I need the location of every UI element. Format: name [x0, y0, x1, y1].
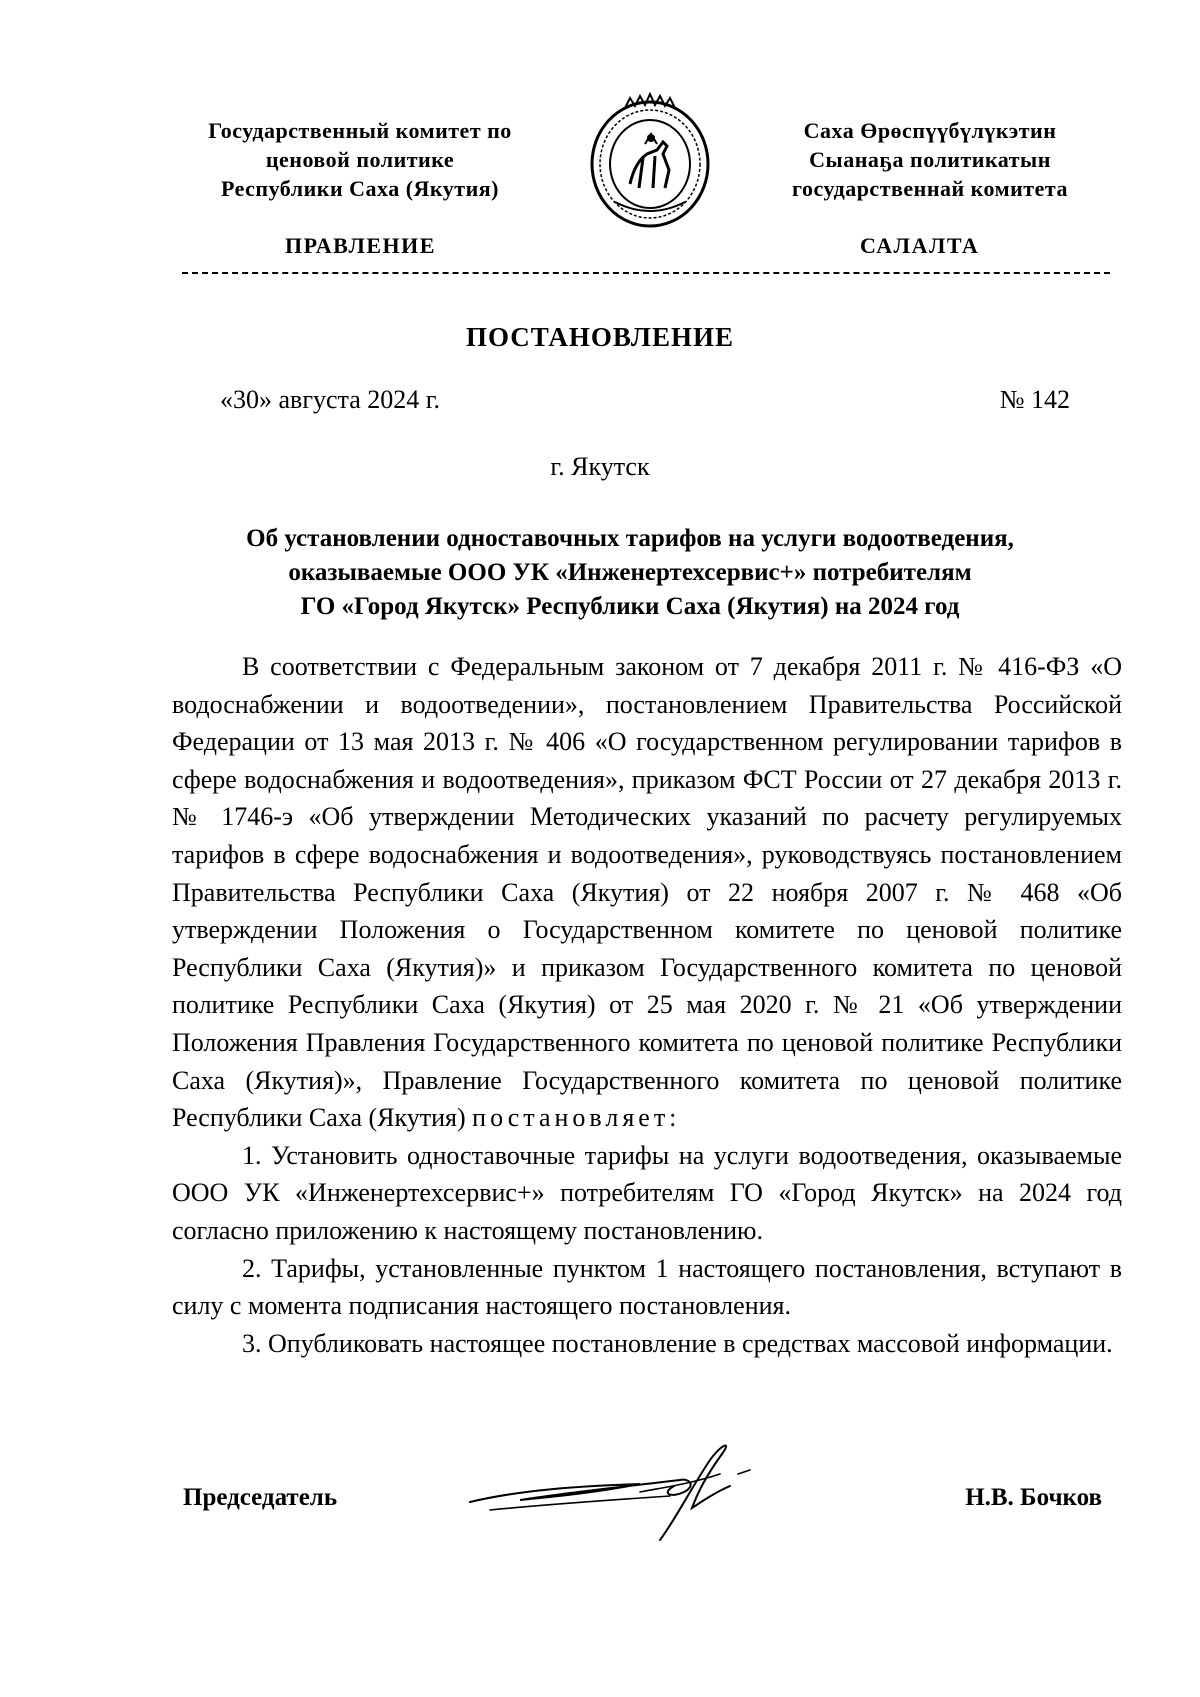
subject-line: оказываемые ООО УК «Инженертехсервис+» потребителям: [288, 559, 972, 586]
subject-line: Об установлении одноставочных тарифов на услуги водоотведения,: [246, 525, 1014, 552]
issuer-name-yakut: [720, 116, 1140, 203]
decree-item: 3. Опубликовать настоящее постановление в средствах массовой информации.: [242, 1328, 1113, 1358]
section-label-yakut: САЛАЛТА: [860, 233, 980, 258]
document-title: ПОСТАНОВЛЕНИЕ: [465, 322, 735, 352]
preamble-paragraph: [172, 648, 1122, 1137]
document-city: г. Якутск: [550, 452, 650, 481]
signatory-title: Председатель: [183, 1484, 338, 1511]
header-divider: [182, 272, 1110, 274]
issuer-name-russian: [170, 116, 550, 203]
decree-item: 2. Тарифы, установленные пунктом 1 настоящего постановления, вступают в силу с момента подписания настоящего постановления.: [172, 1253, 1122, 1321]
handwritten-signature: [460, 1430, 790, 1560]
document-subject: [160, 522, 1100, 624]
section-label-russian: ПРАВЛЕНИЕ: [285, 233, 436, 258]
coat-of-arms-emblem: [585, 92, 715, 232]
decree-item: 1. Установить одноставочные тарифы на услуги водоотведения, оказываемые ООО УК «Инженертехсервис+» потребителям ГО «Город Якутск» на 2024 год согласно приложению к настоящему постановлению.: [172, 1140, 1122, 1245]
decree-word: постановляет:: [472, 1103, 681, 1133]
subject-line: ГО «Город Якутск» Республики Саха (Якутия) на 2024 год: [300, 593, 960, 620]
document-body: [172, 648, 1122, 1362]
issuer-line: Государственный комитет по: [208, 118, 512, 143]
signatory-name: Н.В. Бочков: [965, 1484, 1102, 1511]
document-date: «30» августа 2024 г.: [220, 385, 440, 414]
issuer-line: ценовой политике: [265, 147, 455, 172]
document-number: № 142: [999, 385, 1070, 414]
preamble-text: В соответствии с Федеральным законом от 7 декабря 2011 г. № 416-ФЗ «О водоснабжении и водоотведении», постановлением Правительства Российской Федерации от 13 мая 2013 г. № 406 «О государственном регулировании тарифов в сфере водоснабжения и водоотведения», приказом ФСТ России от 27 декабря 2013 г. № 1746-э «Об утверждении Методических указаний по расчету регулируемых тарифов в сфере водоснабжения и водоотведения», руководствуясь постановлением Правительства Республики Саха (Якутия) от 22 ноября 2007 г. № 468 «Об утверждении Положения о Государственном комитете по ценовой политике Республики Саха (Якутия)» и приказом Государственного комитета по ценовой политике Республики Саха (Якутия) от 25 мая 2020 г. № 21 «Об утверждении Положения Правления Государственного комитета по ценовой политике Республики Саха (Якутия)», Правление Государственного комитета по ценовой политике Республики Саха (Якутия): [172, 652, 1122, 1133]
issuer-line: государственнай комитета: [792, 176, 1068, 201]
issuer-line: Республики Саха (Якутия): [220, 176, 500, 201]
issuer-line: Саха Өрөспүүбүлүкэтин: [803, 118, 1057, 143]
issuer-line: Сыанаҕа политикатын: [809, 147, 1051, 172]
